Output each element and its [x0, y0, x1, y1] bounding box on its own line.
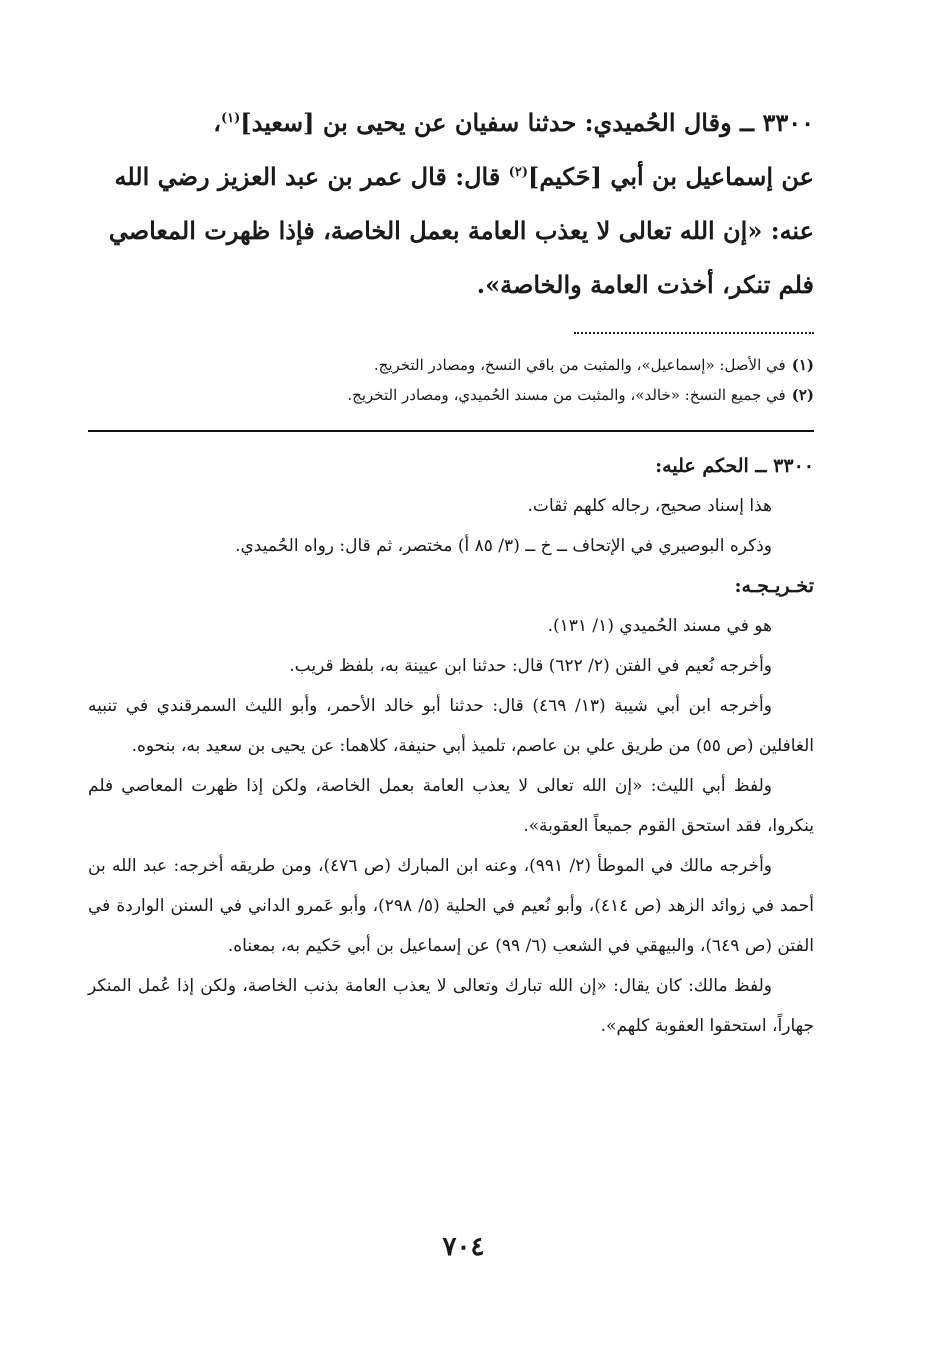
hadith-line-text: عن إسماعيل بن أبي [حَكيم] [527, 162, 814, 191]
footnote-text: في الأصل: «إسماعيل»، والمثبت من باقي النسخ، ومصادر التخريج. [373, 356, 786, 374]
punctuation: ، [213, 108, 221, 137]
footnote-ref[interactable]: (٢) [508, 165, 528, 180]
hadith-line [88, 150, 814, 204]
page-body [88, 96, 814, 1046]
ruling-paragraph: هذا إسناد صحيح، رجاله كلهم ثقات. [527, 496, 772, 516]
hadith-text [88, 96, 814, 312]
footnote [88, 350, 814, 380]
section-divider [88, 430, 814, 432]
ruling-heading: ٣٣٠٠ ــ الحكم عليه: [655, 455, 814, 477]
footnote-separator [574, 332, 814, 334]
hadith-line-text: ٣٣٠٠ ــ وقال الحُميدي: حدثنا سفيان عن يحيى بن [سعيد] [240, 108, 814, 137]
footnote-text: في جميع النسخ: «خالد»، والمثبت من مسند الحُميدي، ومصادر التخريج. [347, 386, 786, 404]
footnote-number: (٢) [791, 386, 814, 404]
footnote-ref[interactable]: (١) [220, 111, 241, 126]
hadith-line: عنه: «إن الله تعالى لا يعذب العامة بعمل الخاصة، فإذا ظهرت المعاصي [108, 216, 814, 245]
ruling-paragraph: وذكره البوصيري في الإتحاف ــ خ ــ (٣/ ٨٥ أ) مختصر، ثم قال: رواه الحُميدي. [235, 536, 772, 556]
footnote-number: (١) [791, 356, 814, 374]
takhrij-paragraph: وأخرجه نُعيم في الفتن (٢/ ٦٢٢) قال: حدثنا ابن عيينة به، بلفظ قريب. [289, 656, 772, 676]
hadith-line [88, 96, 814, 150]
footnotes [88, 350, 814, 410]
footnote [88, 380, 814, 410]
ruling-section [88, 446, 814, 1046]
hadith-line-text: قال: قال عمر بن عبد العزيز رضي الله [114, 162, 509, 191]
takhrij-paragraph: هو في مسند الحُميدي (١/ ١٣١). [547, 616, 772, 636]
takhrij-paragraph: ولفظ أبي الليث: «إن الله تعالى لا يعذب العامة بعمل الخاصة، ولكن إذا ظهرت المعاصي فلم ينكروا، فقد استحق القوم جميعاً العقوبة». [88, 776, 814, 836]
page-number: ٧٠٤ [442, 1232, 485, 1262]
takhrij-paragraph: ولفظ مالك: كان يقال: «إن الله تبارك وتعالى لا يعذب العامة بذنب الخاصة، ولكن إذا عُمل المنكر جهاراً، استحقوا العقوبة كلهم». [88, 976, 814, 1036]
takhrij-heading: تخـريـجـه: [734, 575, 814, 597]
hadith-line: فلم تنكر، أخذت العامة والخاصة». [476, 270, 814, 299]
takhrij-paragraph: وأخرجه مالك في الموطأ (٢/ ٩٩١)، وعنه ابن المبارك (ص ٤٧٦)، ومن طريقه أخرجه: عبد الله بن أحمد في زوائد الزهد (ص ٤١٤)، وأبو نُعيم في الحلية (٥/ ٢٩٨)، وأبو عَمرو الداني في السنن الواردة في الفتن (ص ٦٤٩)، والبيهقي في الشعب (٦/ ٩٩) عن إسماعيل بن أبي حَكيم به، بمعناه. [88, 856, 814, 956]
takhrij-paragraph: وأخرجه ابن أبي شيبة (١٣/ ٤٦٩) قال: حدثنا أبو خالد الأحمر، وأبو الليث السمرقندي في تنبيه الغافلين (ص ٥٥) من طريق علي بن عاصم، تلميذ أبي حنيفة، كلاهما: عن يحيى بن سعيد به، بنحوه. [88, 696, 814, 756]
